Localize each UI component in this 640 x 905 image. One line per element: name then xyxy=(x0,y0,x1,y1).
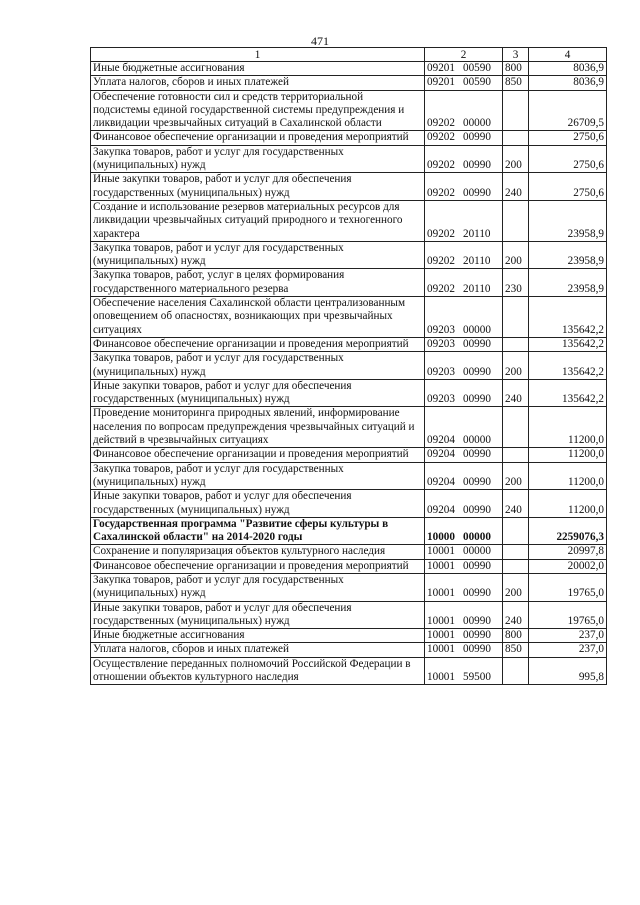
row-name: Закупка товаров, работ и услуг для государственных (муниципальных) нужд xyxy=(91,241,425,269)
row-code xyxy=(425,241,503,269)
row-code-program: 09202 xyxy=(427,131,455,144)
table-body xyxy=(91,48,607,685)
row-amount: 20997,8 xyxy=(529,545,607,559)
row-code xyxy=(425,643,503,657)
row-code-direction: 00990 xyxy=(462,448,491,461)
row-amount: 135642,2 xyxy=(529,337,607,351)
row-code xyxy=(425,352,503,380)
row-code xyxy=(425,269,503,297)
row-name: Государственная программа "Развитие сферы культуры в Сахалинской области" на 2014-2020 годы xyxy=(91,517,425,545)
table-row xyxy=(91,448,607,462)
row-code-program: 09201 xyxy=(427,62,455,74)
row-code-program: 10001 xyxy=(427,587,455,600)
row-expense-type: 240 xyxy=(503,173,529,201)
row-expense-type: 240 xyxy=(503,601,529,629)
table-row xyxy=(91,545,607,559)
row-code xyxy=(425,629,503,643)
row-amount: 995,8 xyxy=(529,657,607,685)
row-expense-type xyxy=(503,545,529,559)
row-expense-type xyxy=(503,131,529,145)
row-name: Создание и использование резервов материальных ресурсов для ликвидации чрезвычайных ситуаций природного и техногенного характера xyxy=(91,200,425,241)
row-code-direction: 00990 xyxy=(462,587,491,600)
row-name: Закупка товаров, работ и услуг для государственных (муниципальных) нужд xyxy=(91,352,425,380)
row-name: Обеспечение готовности сил и средств территориальной подсистемы единой государственной системы предупреждения и ликвидации чрезвычайных ситуаций в Сахалинской области xyxy=(91,90,425,131)
row-amount: 237,0 xyxy=(529,629,607,643)
row-code-direction: 00990 xyxy=(462,629,491,642)
row-code-direction: 00000 xyxy=(462,323,491,336)
row-amount: 11200,0 xyxy=(529,448,607,462)
row-code xyxy=(425,490,503,518)
row-code-direction: 20110 xyxy=(462,227,491,240)
row-code xyxy=(425,131,503,145)
row-code-program: 09203 xyxy=(427,365,455,378)
table-row xyxy=(91,352,607,380)
row-code-program: 10000 xyxy=(427,531,455,544)
row-name: Уплата налогов, сборов и иных платежей xyxy=(91,76,425,90)
row-expense-type: 230 xyxy=(503,269,529,297)
table-row xyxy=(91,297,607,338)
row-code-direction: 00000 xyxy=(462,531,491,544)
row-code-program: 09204 xyxy=(427,434,455,447)
row-code xyxy=(425,90,503,131)
row-code xyxy=(425,545,503,559)
row-name: Закупка товаров, работ и услуг для государственных (муниципальных) нужд xyxy=(91,145,425,173)
row-code-direction: 00000 xyxy=(462,434,491,447)
table-row xyxy=(91,76,607,90)
row-code-program: 10001 xyxy=(427,614,455,627)
table-row xyxy=(91,462,607,490)
row-name: Иные закупки товаров, работ и услуг для обеспечения государственных (муниципальных) нужд xyxy=(91,490,425,518)
row-code-program: 09202 xyxy=(427,186,455,199)
row-code-program: 09203 xyxy=(427,323,455,336)
table-row xyxy=(91,629,607,643)
table-row xyxy=(91,517,607,545)
row-expense-type: 200 xyxy=(503,352,529,380)
row-expense-type: 800 xyxy=(503,629,529,643)
row-code-direction: 00990 xyxy=(462,393,491,406)
table-row xyxy=(91,643,607,657)
row-code-direction: 00990 xyxy=(462,559,491,572)
table-row xyxy=(91,657,607,685)
row-code-direction: 00990 xyxy=(462,131,491,144)
row-code xyxy=(425,297,503,338)
row-amount: 20002,0 xyxy=(529,559,607,573)
row-code-program: 09202 xyxy=(427,159,455,172)
row-name: Уплата налогов, сборов и иных платежей xyxy=(91,643,425,657)
table-row xyxy=(91,90,607,131)
row-amount: 11200,0 xyxy=(529,490,607,518)
table-row xyxy=(91,407,607,448)
row-name: Иные закупки товаров, работ и услуг для обеспечения государственных (муниципальных) нужд xyxy=(91,173,425,201)
row-code-direction: 00590 xyxy=(462,76,491,89)
row-code-program: 09202 xyxy=(427,227,455,240)
row-amount: 2750,6 xyxy=(529,173,607,201)
row-code xyxy=(425,559,503,573)
table-row xyxy=(91,200,607,241)
row-amount: 26709,5 xyxy=(529,90,607,131)
header-cell-amount: 4 xyxy=(529,48,607,62)
table-row xyxy=(91,62,607,76)
row-name: Финансовое обеспечение организации и проведения мероприятий xyxy=(91,337,425,351)
row-code xyxy=(425,573,503,601)
row-expense-type: 850 xyxy=(503,76,529,90)
row-code xyxy=(425,462,503,490)
row-name: Закупка товаров, работ, услуг в целях формирования государственного материального резерва xyxy=(91,269,425,297)
row-amount: 23958,9 xyxy=(529,241,607,269)
row-name: Иные бюджетные ассигнования xyxy=(91,62,425,76)
table-row xyxy=(91,241,607,269)
table-row xyxy=(91,573,607,601)
row-expense-type: 800 xyxy=(503,62,529,76)
table-row xyxy=(91,379,607,407)
header-cell-type: 3 xyxy=(503,48,529,62)
table-row xyxy=(91,601,607,629)
row-expense-type: 200 xyxy=(503,573,529,601)
row-code-program: 10001 xyxy=(427,671,455,684)
row-amount: 2259076,3 xyxy=(529,517,607,545)
row-name: Финансовое обеспечение организации и проведения мероприятий xyxy=(91,448,425,462)
row-code-direction: 59500 xyxy=(462,671,491,684)
row-code xyxy=(425,448,503,462)
row-code-direction: 00590 xyxy=(462,62,491,74)
row-expense-type: 200 xyxy=(503,145,529,173)
row-name: Иные закупки товаров, работ и услуг для обеспечения государственных (муниципальных) нужд xyxy=(91,601,425,629)
row-name: Сохранение и популяризация объектов культурного наследия xyxy=(91,545,425,559)
row-code-program: 09202 xyxy=(427,282,455,295)
row-amount: 19765,0 xyxy=(529,601,607,629)
row-code-direction: 00990 xyxy=(462,365,491,378)
row-amount: 23958,9 xyxy=(529,200,607,241)
row-code-program: 10001 xyxy=(427,629,455,642)
row-code-program: 09202 xyxy=(427,117,455,130)
header-cell-name: 1 xyxy=(91,48,425,62)
table-row xyxy=(91,490,607,518)
row-code xyxy=(425,200,503,241)
table-row xyxy=(91,145,607,173)
row-amount: 23958,9 xyxy=(529,269,607,297)
row-amount: 2750,6 xyxy=(529,145,607,173)
row-code xyxy=(425,407,503,448)
row-code-program: 10001 xyxy=(427,545,455,558)
row-expense-type xyxy=(503,448,529,462)
row-expense-type: 240 xyxy=(503,490,529,518)
row-name: Обеспечение населения Сахалинской области централизованным оповещением об опасностях, возникающих при чрезвычайных ситуациях xyxy=(91,297,425,338)
row-code-program: 09203 xyxy=(427,337,455,350)
row-name: Финансовое обеспечение организации и проведения мероприятий xyxy=(91,559,425,573)
row-code-direction: 00000 xyxy=(462,545,491,558)
row-amount: 135642,2 xyxy=(529,379,607,407)
row-code-program: 09204 xyxy=(427,448,455,461)
row-code-direction: 00990 xyxy=(462,614,491,627)
row-expense-type xyxy=(503,297,529,338)
row-expense-type: 200 xyxy=(503,462,529,490)
table-row xyxy=(91,131,607,145)
row-amount: 11200,0 xyxy=(529,407,607,448)
row-code xyxy=(425,62,503,76)
row-code-program: 09202 xyxy=(427,255,455,268)
row-name: Иные закупки товаров, работ и услуг для обеспечения государственных (муниципальных) нужд xyxy=(91,379,425,407)
row-amount: 19765,0 xyxy=(529,573,607,601)
row-expense-type xyxy=(503,337,529,351)
row-expense-type xyxy=(503,407,529,448)
row-code xyxy=(425,601,503,629)
row-code-program: 09203 xyxy=(427,393,455,406)
row-name: Иные бюджетные ассигнования xyxy=(91,629,425,643)
row-code xyxy=(425,657,503,685)
row-code xyxy=(425,337,503,351)
header-cell-code: 2 xyxy=(425,48,503,62)
row-amount: 135642,2 xyxy=(529,297,607,338)
row-code-direction: 00000 xyxy=(462,117,491,130)
row-expense-type: 200 xyxy=(503,241,529,269)
row-expense-type: 850 xyxy=(503,643,529,657)
row-amount: 2750,6 xyxy=(529,131,607,145)
row-code-direction: 00990 xyxy=(462,503,491,516)
row-name: Закупка товаров, работ и услуг для государственных (муниципальных) нужд xyxy=(91,462,425,490)
row-code-direction: 00990 xyxy=(462,159,491,172)
row-expense-type: 240 xyxy=(503,379,529,407)
row-expense-type xyxy=(503,559,529,573)
row-amount: 8036,9 xyxy=(529,62,607,76)
row-name: Осуществление переданных полномочий Российской Федерации в отношении объектов культурного наследия xyxy=(91,657,425,685)
row-code-program: 10001 xyxy=(427,559,455,572)
row-expense-type xyxy=(503,517,529,545)
row-code-program: 09201 xyxy=(427,76,455,89)
row-name: Закупка товаров, работ и услуг для государственных (муниципальных) нужд xyxy=(91,573,425,601)
row-code-direction: 00990 xyxy=(462,186,491,199)
table-header-row xyxy=(91,48,607,62)
table-row xyxy=(91,337,607,351)
row-amount: 11200,0 xyxy=(529,462,607,490)
row-code-program: 09204 xyxy=(427,503,455,516)
row-code xyxy=(425,145,503,173)
row-code xyxy=(425,76,503,90)
row-code xyxy=(425,379,503,407)
row-expense-type xyxy=(503,657,529,685)
row-code-direction: 00990 xyxy=(462,337,491,350)
table-row xyxy=(91,173,607,201)
row-code-direction: 00990 xyxy=(462,643,491,656)
row-amount: 237,0 xyxy=(529,643,607,657)
row-code-program: 10001 xyxy=(427,643,455,656)
page-number: 471 xyxy=(311,34,329,48)
row-amount: 8036,9 xyxy=(529,76,607,90)
table-row xyxy=(91,559,607,573)
row-code-direction: 20110 xyxy=(462,255,491,268)
row-code xyxy=(425,517,503,545)
row-expense-type xyxy=(503,90,529,131)
budget-table xyxy=(90,47,607,685)
row-expense-type xyxy=(503,200,529,241)
row-code-direction: 00990 xyxy=(462,475,491,488)
table-row xyxy=(91,269,607,297)
row-amount: 135642,2 xyxy=(529,352,607,380)
row-code-direction: 20110 xyxy=(462,282,491,295)
row-code xyxy=(425,173,503,201)
row-name: Проведение мониторинга природных явлений, информирование населения по вопросам предупреждения чрезвычайных ситуаций и действий в чрезвычайных ситуациях xyxy=(91,407,425,448)
row-code-program: 09204 xyxy=(427,475,455,488)
row-name: Финансовое обеспечение организации и проведения мероприятий xyxy=(91,131,425,145)
